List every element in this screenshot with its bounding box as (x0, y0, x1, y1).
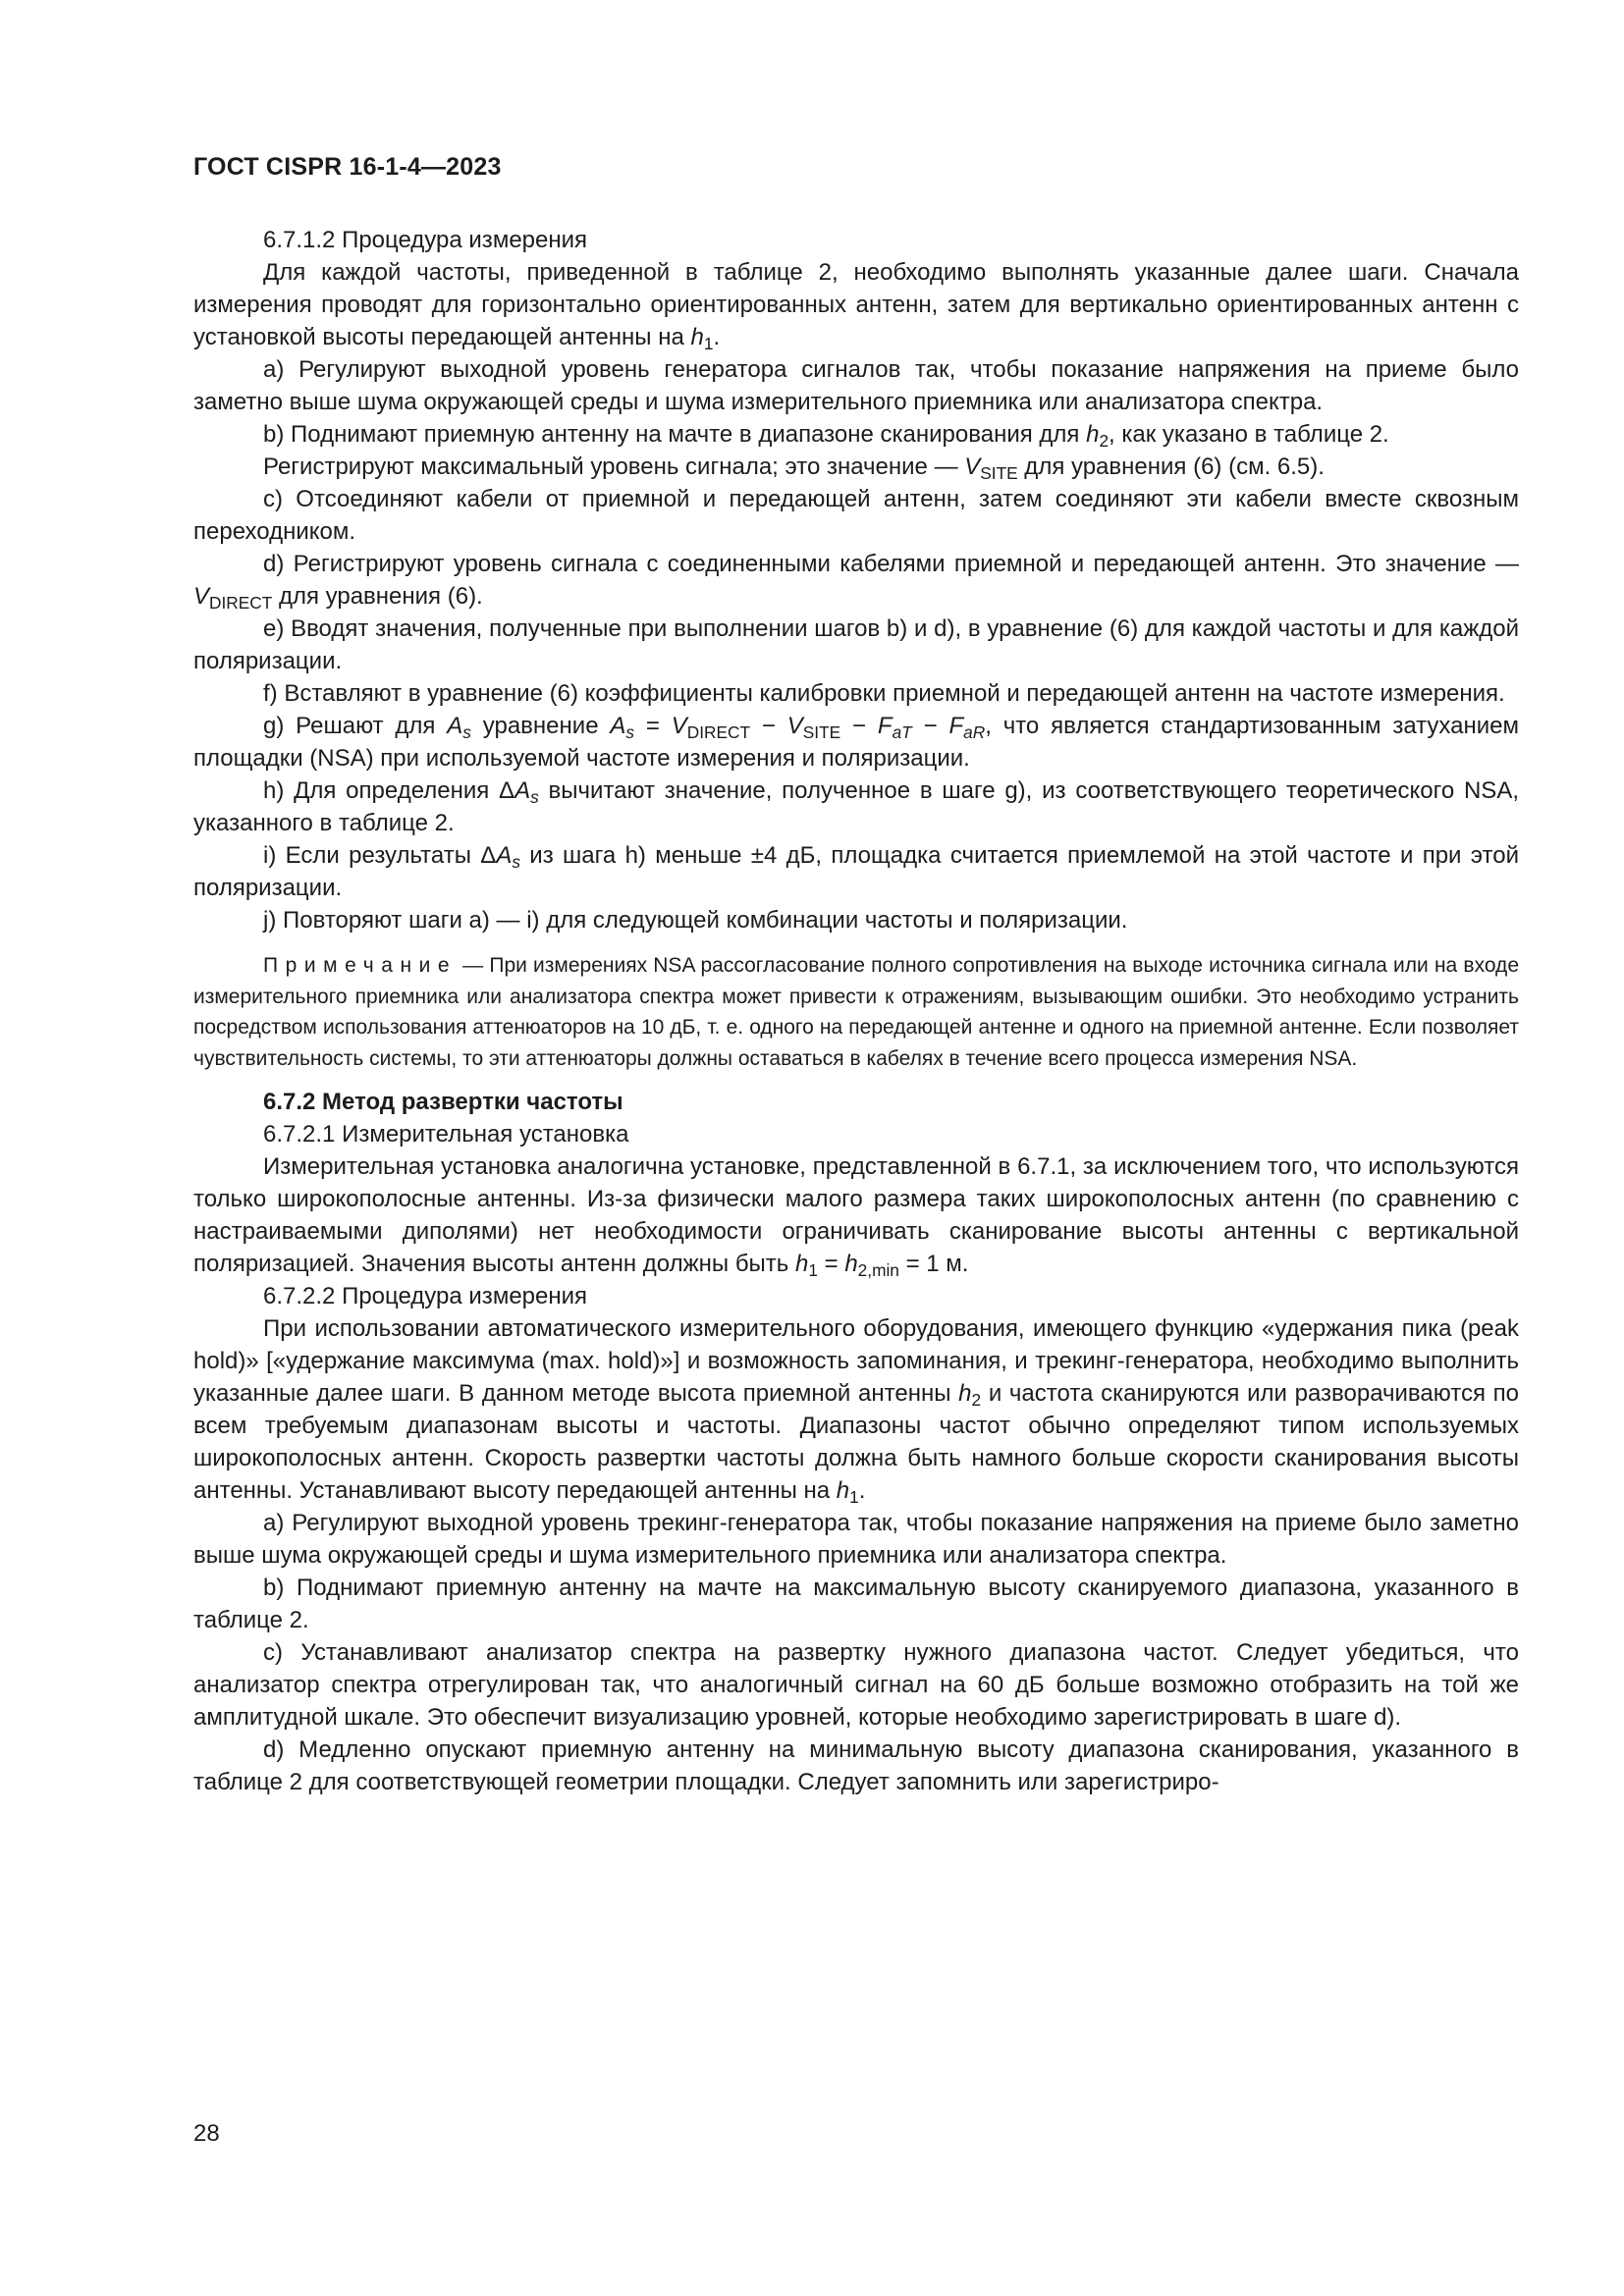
paragraph-procedure-intro (193, 256, 1519, 353)
text-run: , как указано в таблице 2. (1109, 421, 1389, 448)
text-run: h) Для определения Δ (263, 777, 515, 804)
math-variable: V (193, 583, 210, 610)
math-variable: h (1086, 421, 1100, 448)
text-run: Измерительная установка аналогична установке, представленной в 6.7.1, за исключением того, что используются только широкополосные антенны. Из-за физически малого размера таких широкополосных антенн (по сравнению с настраиваемыми диполями) нет необходимости ограничивать сканирование высоты антенны с вертикальной поляризацией. Значения высоты антенн должны быть (193, 1153, 1519, 1277)
text-run: d) Медленно опускают приемную антенну на минимальную высоту диапазона сканирования, указанного в таблице 2 для соответствующей геометрии площадки. Следует запомнить или зарегистриро- (193, 1736, 1519, 1795)
paragraph-step-h (193, 774, 1519, 839)
text-run: и частота сканируются или разворачиваются по всем требуемым диапазонам высоты и частоты. Диапазоны частот обычно определяют типом используемых широкополосных антенн. Скорость развертки частоты должна быть намного больше скорости сканирования высоты антенны. Устанавливают высоту передающей антенны на (193, 1380, 1519, 1504)
paragraph-sweep-step-b (193, 1572, 1519, 1636)
paragraph-setup (193, 1150, 1519, 1280)
text-run: = (634, 713, 672, 739)
subscript-run: s (530, 786, 539, 807)
paragraph-step-i (193, 839, 1519, 904)
paragraph-step-a (193, 353, 1519, 418)
subscript-run: 1 (808, 1259, 818, 1280)
math-variable: V (786, 713, 803, 739)
paragraph-sweep-intro (193, 1312, 1519, 1507)
math-variable: A (496, 842, 513, 869)
note-text: — При измерениях NSA рассогласование полного сопротивления на выходе источника сигнала или на входе измерительного приемника или анализатора спектра может привести к отражениям, вызывающим ошибки. Это необходимо устранить посредством использования аттенюаторов на 10 дБ, т. е. одного на передающей антенне и одного на приемной антенне. Если позволяет чувствительность системы, то эти аттенюаторы должны оставаться в кабелях в течение всего процесса измерения NSA. (193, 954, 1519, 1070)
text-run: , что является стандартизованным затуханием площадки (NSA) при используемой частоте измерения и поляризации. (193, 713, 1520, 772)
text-run: = 1 м. (898, 1251, 969, 1277)
text-run: a) Регулируют выходной уровень трекинг-генератора так, чтобы показание напряжения на приеме было заметно выше шума окружающей среды и шума измерительного приемника или анализатора спектра. (193, 1510, 1519, 1569)
subscript-run: SITE (980, 462, 1018, 483)
text-run: d) Регистрируют уровень сигнала с соединенными кабелями приемной и передающей антенн. Это значение — (263, 551, 1519, 577)
paragraph-sweep-step-d (193, 1734, 1519, 1798)
section-heading-6-7-2: 6.7.2 Метод развертки частоты (263, 1089, 623, 1115)
section-heading-6-7-2-1: 6.7.2.1 Измерительная установка (263, 1121, 629, 1148)
text-run: a) Регулируют выходной уровень генератора сигналов так, чтобы показание напряжения на приеме было заметно выше шума окружающей среды и шума измерительного приемника или анализатора спектра. (193, 356, 1519, 415)
text-run: − (911, 713, 949, 739)
math-variable: h (836, 1477, 850, 1504)
subscript-run: 2,min (857, 1259, 899, 1280)
paragraph-sweep-step-c (193, 1636, 1519, 1734)
text-run: e) Вводят значения, полученные при выполнении шагов b) и d), в уравнение (6) для каждой частоты и для каждой поляризации. (193, 615, 1519, 674)
math-variable: h (690, 324, 704, 350)
subscript-run: 1 (703, 333, 714, 353)
subscript-run: 2 (971, 1389, 982, 1410)
note-block (193, 950, 1519, 1074)
subscript-run: DIRECT (686, 721, 751, 742)
text-run: для уравнения (6). (272, 583, 483, 610)
text-run: − (750, 713, 787, 739)
math-variable: A (447, 713, 463, 739)
math-variable: F (877, 713, 893, 739)
document-header-title: ГОСТ CISPR 16-1-4—2023 (193, 153, 502, 181)
page-number: 28 (193, 2120, 220, 2147)
text-run: вычитают значение, полученное в шаге g), из соответствующего теоретического NSA, указанного в таблице 2. (193, 777, 1519, 836)
subscript-run: SITE (802, 721, 841, 742)
math-variable: F (948, 713, 964, 739)
text-run: уравнение (470, 713, 611, 739)
section-heading-6-7-1-2: 6.7.1.2 Процедура измерения (263, 227, 588, 253)
text-run: из шага h) меньше ±4 дБ, площадка считается приемлемой на этой частоте и при этой поляризации. (193, 842, 1519, 901)
text-run: i) Если результаты Δ (263, 842, 497, 869)
math-variable: V (671, 713, 687, 739)
note-label: Примечание (263, 954, 458, 977)
text-run: Для каждой частоты, приведенной в таблице 2, необходимо выполнять указанные далее шаги. Сначала измерения проводят для горизонтально ориентированных антенн, затем для вертикально ориентированных антенн с установкой высоты передающей антенны на (193, 259, 1519, 350)
subscript-run: DIRECT (209, 592, 273, 613)
paragraph-step-d (193, 548, 1519, 613)
paragraph-step-c (193, 483, 1519, 548)
subscript-run: s (462, 721, 471, 742)
subscript-run: s (512, 851, 520, 872)
text-run: для уравнения (6) (см. 6.5). (1017, 454, 1325, 480)
text-run: − (840, 713, 878, 739)
text-run: j) Повторяют шаги a) — i) для следующей комбинации частоты и поляризации. (263, 907, 1128, 934)
math-variable: V (964, 454, 981, 480)
text-run: . (713, 324, 721, 350)
paragraph-step-j (193, 904, 1519, 936)
subscript-run: aR (963, 721, 986, 742)
text-run: c) Устанавливают анализатор спектра на развертку нужного диапазона частот. Следует убедиться, что анализатор спектра отрегулирован так, что аналогичный сигнал на 60 дБ больше возможно отобразить на той же амплитудной шкале. Это обеспечит визуализацию уровней, которые необходимо зарегистрировать в шаге d). (193, 1639, 1519, 1731)
paragraph-step-b-register (193, 451, 1519, 483)
paragraph-step-b (193, 418, 1519, 451)
text-run: g) Решают для (263, 713, 448, 739)
subscript-run: 2 (1099, 430, 1110, 451)
text-run: При использовании автоматического измерительного оборудования, имеющего функцию «удержания пика (peak hold)» [«удержание максимума (max. hold)»] и возможность запоминания, и трекинг-генератора, необходимо выполнить указанные далее шаги. В данном методе высота приемной антенны (193, 1315, 1519, 1407)
math-variable: h (958, 1380, 972, 1407)
section-heading-6-7-2-2: 6.7.2.2 Процедура измерения (263, 1283, 588, 1309)
text-run: Регистрируют максимальный уровень сигнала; это значение — (263, 454, 965, 480)
paragraph-step-g (193, 710, 1519, 774)
subscript-run: s (625, 721, 635, 742)
subscript-run: 1 (849, 1486, 859, 1507)
paragraph-step-e (193, 613, 1519, 677)
text-run: . (858, 1477, 866, 1504)
math-variable: h (844, 1251, 858, 1277)
math-variable: A (514, 777, 531, 804)
text-run: b) Поднимают приемную антенну на мачте на максимальную высоту сканируемого диапазона, указанного в таблице 2. (193, 1575, 1519, 1633)
paragraph-step-f (193, 677, 1519, 710)
text-run: = (817, 1251, 845, 1277)
text-run: f) Вставляют в уравнение (6) коэффициенты калибровки приемной и передающей антенн на частоте измерения. (263, 680, 1505, 707)
math-variable: A (610, 713, 626, 739)
paragraph-sweep-step-a (193, 1507, 1519, 1572)
document-body (193, 224, 1519, 1798)
subscript-run: aT (892, 721, 912, 742)
math-variable: h (794, 1251, 809, 1277)
text-run: c) Отсоединяют кабели от приемной и передающей антенн, затем соединяют эти кабели вместе сквозным переходником. (193, 486, 1519, 545)
text-run: b) Поднимают приемную антенну на мачте в диапазоне сканирования для (263, 421, 1087, 448)
